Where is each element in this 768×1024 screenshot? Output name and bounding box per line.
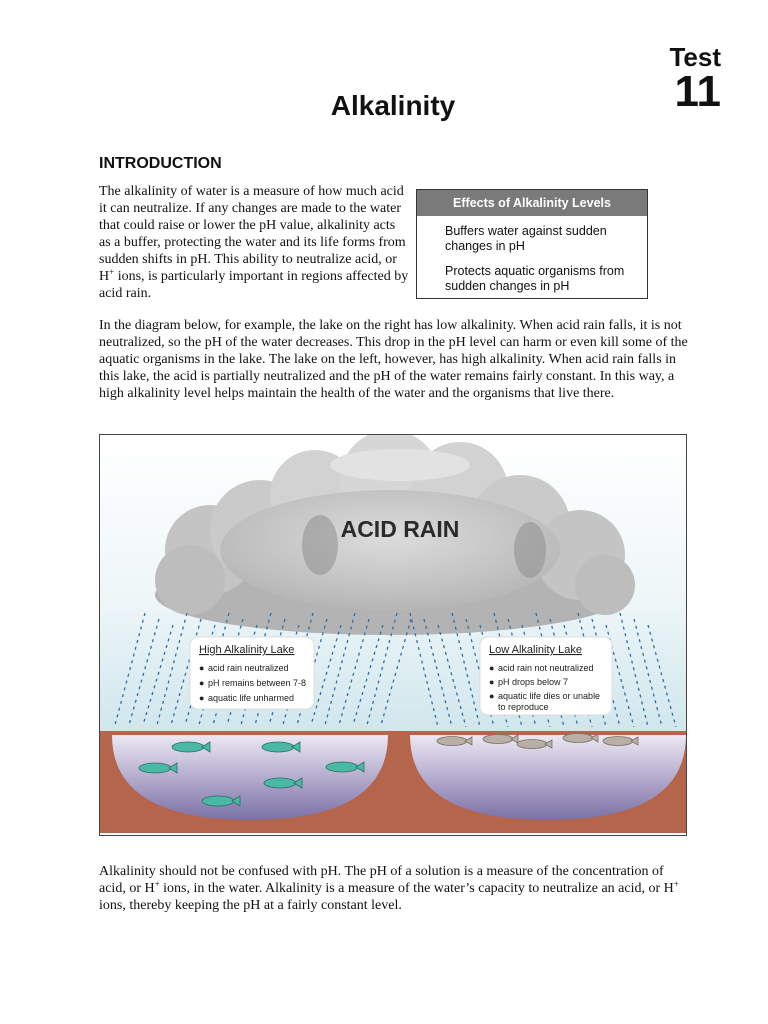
closing-text-c: ions, thereby keeping the pH at a fairly constant level.: [99, 898, 402, 913]
high-bullet-marker: ●: [199, 663, 205, 673]
high-bullet-marker: ●: [199, 678, 205, 688]
effects-box: [416, 189, 648, 299]
low-lake-bullet: to reproduce: [498, 702, 549, 712]
superscript-plus: +: [109, 267, 115, 277]
low-alkalinity-callout: [480, 637, 612, 715]
low-bullet-marker: ●: [489, 663, 495, 673]
diagram-paragraph: In the diagram below, for example, the lake on the right has low alkalinity. When acid rain falls, it is not neutralized, so the pH of the water decreases. This drop in the pH level can harm or even kill some of the aquatic organisms in the lake. The lake on the left, however, has high alkalinity. When acid rain falls in this lake, the acid is partially neutralized and the pH of the water remains fairly constant. In this way, a high alkalinity level helps maintain the health of the water and the organisms that live there.: [99, 318, 688, 401]
superscript-plus: +: [673, 879, 679, 889]
closing-text-b: ions, in the water. Alkalinity is a measure of the water’s capacity to neutralize an acid, or H: [159, 881, 674, 896]
test-word: Test: [669, 42, 721, 72]
high-lake-title: High Alkalinity Lake: [199, 644, 295, 656]
low-lake-bullet: acid rain not neutralized: [498, 663, 594, 673]
high-lake-bullet: aquatic life unharmed: [208, 693, 295, 703]
effects-item: Protects aquatic organisms from sudden changes in pH: [445, 264, 625, 293]
low-lake-title: Low Alkalinity Lake: [489, 644, 582, 656]
cloud-label: ACID RAIN: [340, 516, 460, 542]
low-bullet-marker: ●: [489, 677, 495, 687]
intro-text-a: The alkalinity of water is a measure of how much acid it can neutralize. If any changes are made to the water that could raise or lower the pH value, alkalinity acts as a buffer, protecting the water and its life forms from sudden shifts in pH. This ability to neutralize acid, or H: [99, 184, 406, 284]
page-title: Alkalinity: [330, 90, 456, 121]
low-lake-bullet: pH drops below 7: [498, 677, 569, 687]
acid-rain-illustration: [100, 435, 686, 835]
effects-item: Buffers water against sudden changes in pH: [445, 224, 607, 253]
effects-box-title: Effects of Alkalinity Levels: [417, 190, 647, 216]
intro-paragraph: [99, 183, 409, 302]
test-number: 11: [674, 67, 721, 116]
high-lake-bullet: pH remains between 7-8: [208, 678, 307, 688]
low-bullet-marker: ●: [489, 691, 495, 701]
closing-paragraph: [99, 863, 689, 914]
high-bullet-marker: ●: [199, 693, 205, 703]
acid-rain-diagram: [99, 434, 687, 836]
section-heading: INTRODUCTION: [99, 155, 222, 172]
intro-text-b: ions, is particularly important in regions affected by acid rain.: [99, 269, 409, 301]
high-lake-bullet: acid rain neutralized: [208, 663, 289, 673]
low-lake-bullet: aquatic life dies or unable: [498, 691, 601, 701]
closing-text-a: Alkalinity should not be confused with pH. The pH of a solution is a measure of the concentration of acid, or H: [99, 864, 664, 896]
high-alkalinity-callout: [190, 637, 314, 709]
superscript-plus: +: [154, 879, 160, 889]
